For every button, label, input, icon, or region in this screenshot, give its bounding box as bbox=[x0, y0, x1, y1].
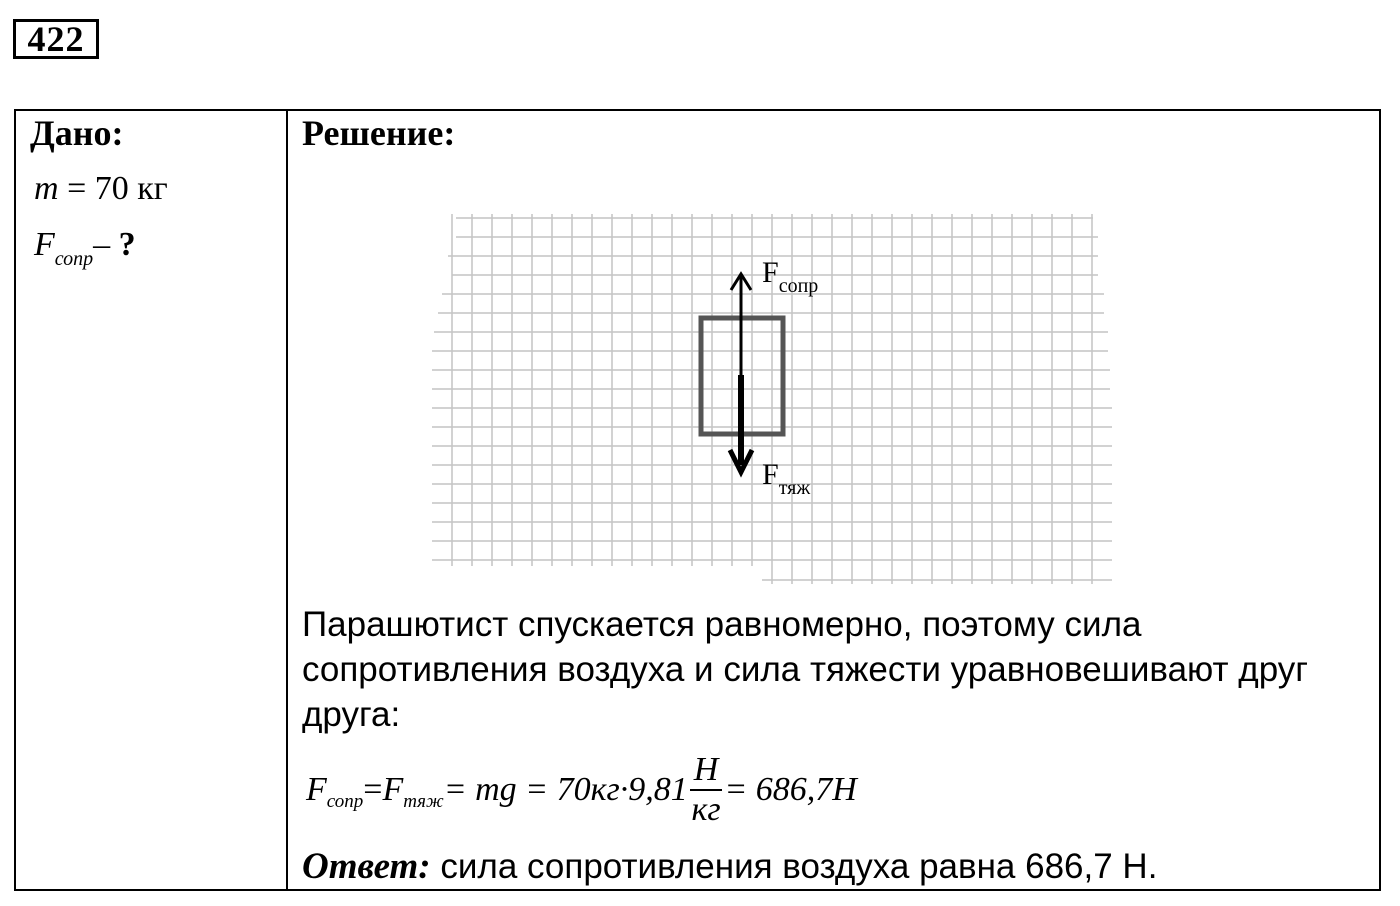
given-title: Дано: bbox=[30, 113, 124, 153]
problem-number: 422 bbox=[13, 19, 99, 59]
formula-eq2: = mg = 70кг·9,81 bbox=[443, 771, 688, 808]
column-divider bbox=[286, 109, 288, 891]
force-diagram bbox=[428, 210, 1118, 590]
answer bbox=[302, 845, 1157, 888]
mass-value: = 70 кг bbox=[58, 170, 168, 207]
formula-f2-subscript: тяж bbox=[403, 791, 444, 812]
formula-f1-subscript: сопр bbox=[326, 791, 364, 812]
formula-f2: F bbox=[382, 771, 404, 808]
formula bbox=[306, 748, 857, 832]
formula-fraction bbox=[690, 751, 723, 829]
explanation-text: Парашютист спускается равномерно, поэтому сила сопротивления воздуха и сила тяжести уравновешивают друг друга: bbox=[302, 605, 1309, 734]
formula-result: = 686,7Н bbox=[724, 771, 857, 808]
formula-f1: F bbox=[306, 771, 327, 808]
formula-eq1: = bbox=[363, 771, 383, 808]
solution-title: Решение: bbox=[302, 113, 456, 153]
find-question: ? bbox=[118, 226, 136, 263]
find-variable: F bbox=[34, 226, 55, 263]
force-down-label: $F_{тяж}$ bbox=[762, 458, 811, 499]
answer-text: сила сопротивления воздуха равна 686,7 Н. bbox=[430, 847, 1158, 886]
find-subscript: сопр bbox=[54, 248, 94, 270]
given-find bbox=[34, 226, 136, 270]
fraction-denominator: кг bbox=[691, 791, 721, 828]
fraction-numerator: Н bbox=[690, 751, 723, 791]
given-mass bbox=[34, 170, 168, 208]
force-up-label: $F_{сопр}$ bbox=[762, 256, 819, 297]
find-dash: – bbox=[93, 226, 119, 263]
answer-label: Ответ: bbox=[302, 846, 431, 887]
mass-variable: m bbox=[34, 170, 59, 207]
